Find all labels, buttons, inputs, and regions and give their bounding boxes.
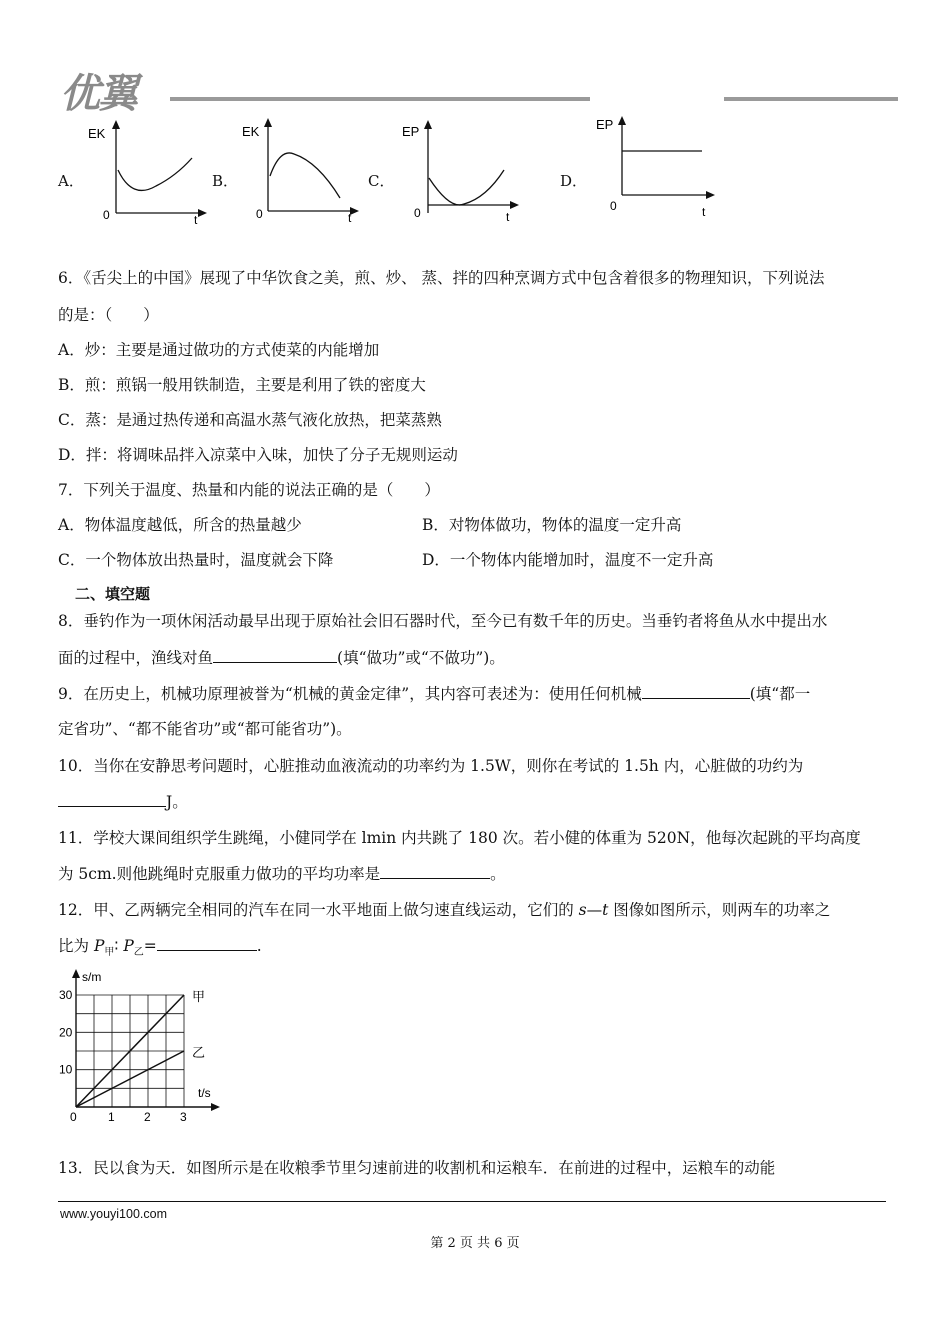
x-tick-0: 0 xyxy=(70,1110,77,1124)
q12-dash: — xyxy=(586,901,603,919)
q11-text-a: 为 5cm.则他跳绳时克服重力做功的平均功率是 xyxy=(58,865,381,883)
q12-text-a: 12．甲、乙两辆完全相同的汽车在同一水平地面上做匀速直线运动，它们的 xyxy=(58,901,579,919)
logo: 优翼 xyxy=(60,71,136,117)
q12-colon: ∶ xyxy=(114,937,124,955)
q12-sub2: 乙 xyxy=(133,947,144,959)
x-arrow xyxy=(350,207,359,215)
q6-option-d: D．拌：将调味品拌入凉菜中入味，加快了分子无规则运动 xyxy=(58,446,458,464)
chart-x-arrow xyxy=(211,1103,220,1111)
q11-line2 xyxy=(58,862,506,884)
origin-label: 0 xyxy=(103,208,110,222)
x-arrow xyxy=(510,201,519,209)
option-a-graph xyxy=(80,118,210,228)
q7-option-a: A．物体温度越低，所含的热量越少 xyxy=(58,516,302,534)
option-b-letter: B． xyxy=(212,172,239,190)
x-label: t xyxy=(506,210,510,224)
q7-option-b: B．对物体做功，物体的温度一定升高 xyxy=(422,516,682,534)
q12-line1 xyxy=(58,898,830,920)
q9-text-b: (填“都一 xyxy=(749,685,811,703)
option-d-graph xyxy=(592,112,722,222)
q12-end: . xyxy=(256,937,262,955)
curve xyxy=(118,158,192,190)
q12-p2: P xyxy=(123,937,134,955)
curve xyxy=(270,153,340,198)
x-arrow xyxy=(706,191,715,199)
chart-y-label: s/m xyxy=(82,970,102,984)
q10-answer-blank[interactable] xyxy=(58,792,166,807)
q7-stem: 7．下列关于温度、热量和内能的说法正确的是（ ） xyxy=(58,481,440,499)
q8-text-b: (填“做功”或“不做功”)。 xyxy=(337,649,505,667)
x-tick-3: 3 xyxy=(180,1110,187,1124)
q6-option-b: B．煎：煎锅一般用铁制造，主要是利用了铁的密度大 xyxy=(58,376,426,394)
y-arrow xyxy=(264,118,272,127)
footer-rule xyxy=(58,1201,886,1202)
x-label: t xyxy=(348,211,352,225)
x-label: t xyxy=(194,213,198,227)
y-tick-20: 20 xyxy=(59,1025,73,1040)
x-label: t xyxy=(702,205,706,219)
origin-label: 0 xyxy=(414,206,421,220)
q9-answer-blank[interactable] xyxy=(642,684,750,699)
q10-text-b: J。 xyxy=(166,793,188,811)
q9-line2: 定省功”、“都不能省功”或“都可能省功”)。 xyxy=(58,720,352,738)
q7-option-c: C．一个物体放出热量时，温度就会下降 xyxy=(58,551,334,569)
origin-label: 0 xyxy=(610,199,617,213)
x-arrow xyxy=(198,209,207,217)
option-c-graph xyxy=(394,118,524,228)
y-tick-30: 30 xyxy=(59,988,73,1002)
q11-line1: 11．学校大课间组织学生跳绳，小健同学在 lmin 内共跳了 180 次。若小健的体重为 520N，他每次起跳的平均高度 xyxy=(58,829,861,847)
chart-y-arrow xyxy=(72,969,80,978)
q9-line1 xyxy=(58,682,810,704)
option-a-letter: A． xyxy=(58,172,84,190)
q12-p1: P xyxy=(93,937,105,955)
q12-text-c: 比为 xyxy=(58,937,94,955)
q12-sub1: 甲 xyxy=(104,947,115,959)
q8-answer-blank[interactable] xyxy=(213,648,337,663)
q12-eq: = xyxy=(143,937,157,955)
x-tick-2: 2 xyxy=(144,1110,151,1124)
y-label: EK xyxy=(88,126,106,141)
section-heading: 二、填空题 xyxy=(75,585,151,603)
q10-line1: 10．当你在安静思考问题时，心脏推动血液流动的功率约为 1.5W，则你在考试的 1.5h 内，心脏做的功约为 xyxy=(58,757,804,775)
q6-stem-line1: 6．《舌尖上的中国》展现了中华饮食之美，煎、炒、 蒸、拌的四种烹调方式中包含着很多的物理知识，下列说法 xyxy=(58,269,825,287)
y-label: EK xyxy=(242,124,260,139)
q9-text-a: 9．在历史上，机械功原理被誉为“机械的黄金定律”，其内容可表述为：使用任何机械 xyxy=(58,685,642,703)
y-label: EP xyxy=(402,124,420,139)
y-arrow xyxy=(112,120,120,129)
q8-line1: 8．垂钓作为一项休闲活动最早出现于原始社会旧石器时代，至今已有数千年的历史。当垂钓者将鱼从水中提出水 xyxy=(58,612,828,630)
st-chart xyxy=(50,966,240,1126)
q11-text-b: 。 xyxy=(490,865,506,883)
q12-t-var: t xyxy=(602,901,609,919)
y-tick-10: 10 xyxy=(59,1062,73,1077)
q13-line1: 13．民以食为天．如图所示是在收粮季节里匀速前进的收割机和运粮车．在前进的过程中，运粮车的动能 xyxy=(58,1159,776,1177)
origin-label: 0 xyxy=(256,207,263,221)
q6-option-a: A．炒：主要是通过做功的方式使菜的内能增加 xyxy=(58,341,380,359)
q6-stem-line2: 的是：（ ） xyxy=(58,306,159,324)
q12-line2 xyxy=(58,934,262,958)
q8-text-a: 面的过程中，渔线对鱼 xyxy=(58,649,214,667)
series-yi-label: 乙 xyxy=(192,1045,206,1060)
x-tick-1: 1 xyxy=(108,1110,115,1124)
option-d-letter: D． xyxy=(560,172,588,190)
q6-option-c: C．蒸：是通过热传递和高温水蒸气液化放热，把菜蒸熟 xyxy=(58,411,442,429)
curve xyxy=(429,170,504,205)
option-c-letter: C． xyxy=(368,172,395,190)
y-label: EP xyxy=(596,117,614,132)
y-arrow xyxy=(424,120,432,129)
series-jia-label: 甲 xyxy=(192,989,206,1004)
q12-s-var: s xyxy=(578,901,587,919)
footer-url[interactable]: www.youyi100.com xyxy=(60,1207,167,1221)
q7-option-d: D．一个物体内能增加时，温度不一定升高 xyxy=(422,551,714,569)
q8-line2 xyxy=(58,646,505,668)
header-rule-gap xyxy=(590,96,724,102)
chart-x-label: t/s xyxy=(198,1086,211,1100)
q10-line2 xyxy=(58,790,188,812)
q12-text-b: 图像如图所示，则两车的功率之 xyxy=(608,901,831,919)
header-rule xyxy=(170,97,898,101)
page-number: 第 2 页 共 6 页 xyxy=(430,1236,520,1251)
option-b-graph xyxy=(236,116,366,226)
y-arrow xyxy=(618,116,626,125)
q11-answer-blank[interactable] xyxy=(380,864,490,879)
q12-answer-blank[interactable] xyxy=(157,936,257,951)
